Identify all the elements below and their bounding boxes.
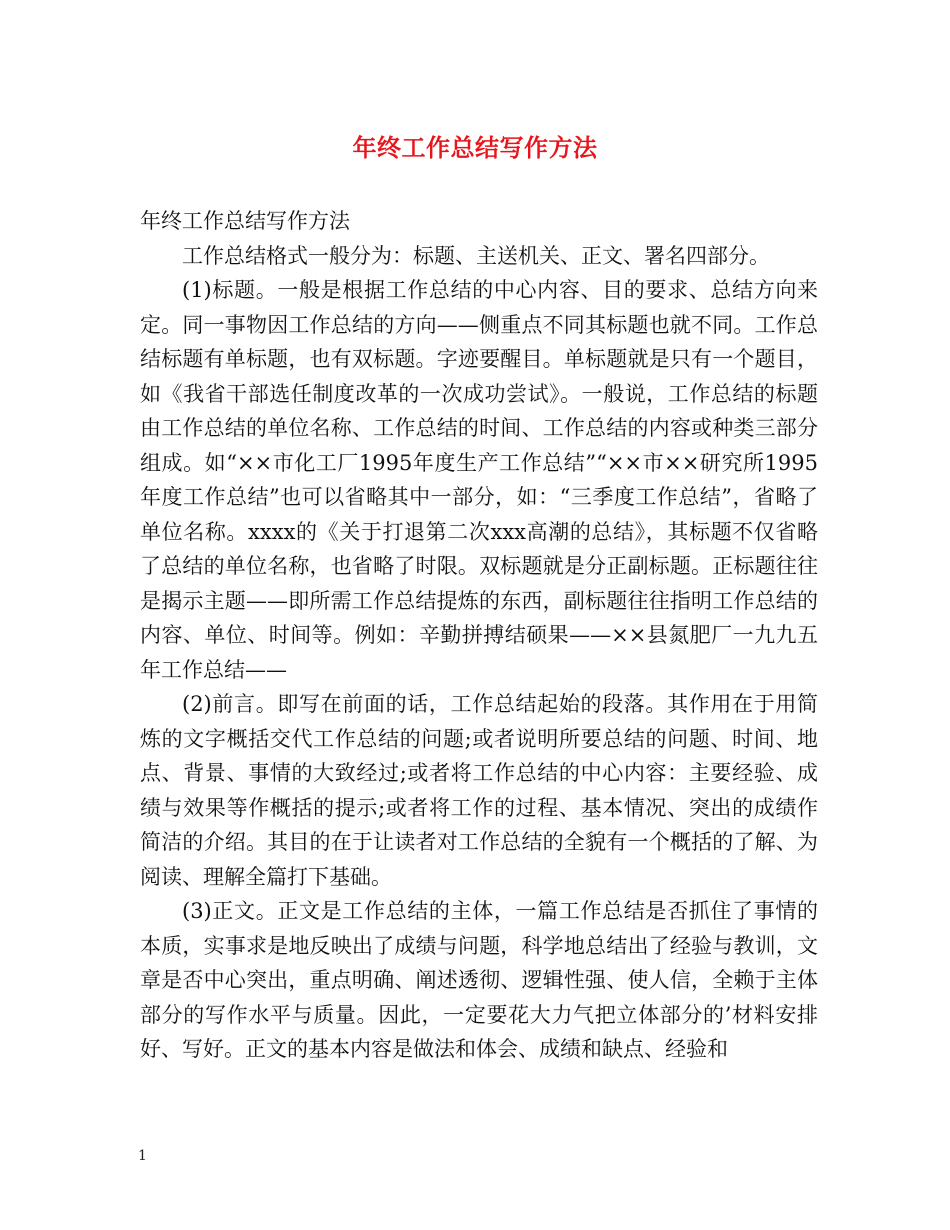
- paragraph-format-intro: 工作总结格式一般分为：标题、主送机关、正文、署名四部分。: [182, 243, 770, 268]
- document-title: 年终工作总结写作方法: [352, 133, 598, 162]
- paragraph-title-section: (1)标题。一般是根据工作总结的中心内容、目的要求、总结方向来定。同一事物因工作总结的方向——侧重点不同其标题也就不同。工作总结标题有单标题，也有双标题。字迹要醒目。单标题就是只有一个题目，如《我省干部选任制度改革的一次成功尝试》。一般说，工作总结的标题由工作总结的单位名称、工作总结的时间、工作总结的内容或种类三部分组成。如“××市化工厂1995年度生产工作总结”“××市××研究所1995年度工作总结”也可以省略其中一部分，如：“三季度工作总结”，省略了单位名称。xxxx的《关于打退第二次xxx高潮的总结》，其标题不仅省略了总结的单位名称，也省略了时限。双标题就是分正副标题。正标题往往是揭示主题——即所需工作总结提炼的东西，副标题往往指明工作总结的内容、单位、时间等。例如：辛勤拼搏结硕果——××县氮肥厂一九九五年工作总结——: [140, 278, 818, 682]
- document-body: [140, 204, 818, 1067]
- paragraph-preface-section: (2)前言。即写在前面的话，工作总结起始的段落。其作用在于用简炼的文字概括交代工作总结的问题;或者说明所要总结的问题、时间、地点、背景、事情的大致经过;或者将工作总结的中心内容：主要经验、成绩与效果等作概括的提示;或者将工作的过程、基本情况、突出的成绩作简洁的介绍。其目的在于让读者对工作总结的全貌有一个概括的了解、为阅读、理解全篇打下基础。: [140, 692, 818, 889]
- page-number: 1: [138, 1148, 147, 1164]
- document-subtitle: 年终工作总结写作方法: [140, 209, 350, 233]
- paragraph-main-text-section: (3)正文。正文是工作总结的主体，一篇工作总结是否抓住了事情的本质，实事求是地反映出了成绩与问题，科学地总结出了经验与教训，文章是否中心突出，重点明确、阐述透彻、逻辑性强、使人信，全赖于主体部分的写作水平与质量。因此，一定要花大力气把立体部分的’材料安排好、写好。正文的基本内容是做法和体会、成绩和缺点、经验和: [140, 899, 818, 1061]
